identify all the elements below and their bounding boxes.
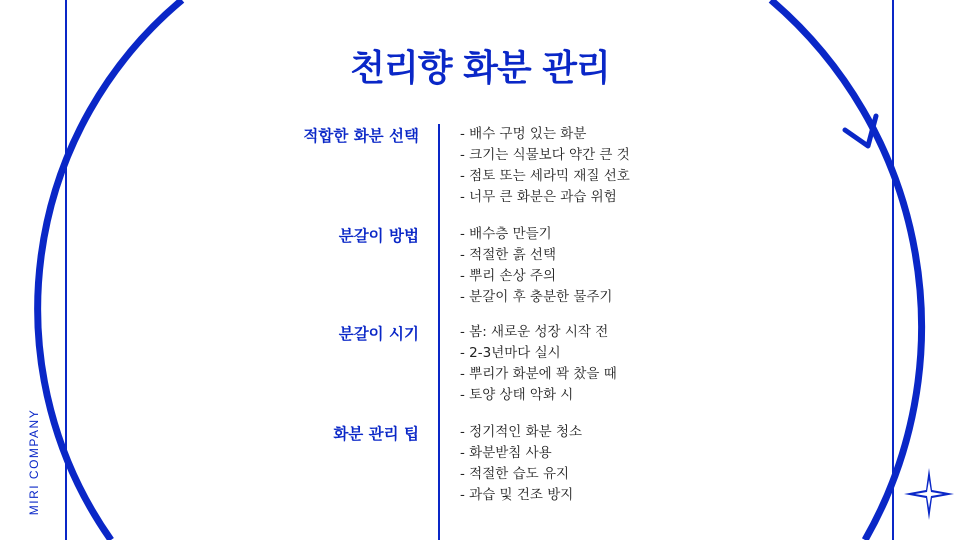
- section-title: 분갈이 방법: [338, 227, 419, 245]
- list-item: - 봄: 새로운 성장 시작 전: [460, 324, 609, 340]
- bullet-list: [460, 422, 582, 506]
- list-item: - 뿌리가 화분에 꽉 찼을 때: [460, 366, 617, 382]
- list-item: - 정기적인 화분 청소: [460, 424, 583, 440]
- list-item: - 적절한 습도 유지: [460, 466, 570, 482]
- section-pot-care-tips: [0, 422, 960, 512]
- section-title: 분갈이 시기: [338, 325, 419, 343]
- list-item: - 토양 상태 악화 시: [460, 387, 574, 403]
- page-title: 천리향 화분 관리: [350, 48, 610, 89]
- section-repotting-method: [0, 224, 960, 314]
- list-item: - 적절한 흙 선택: [460, 247, 556, 263]
- bullet-list: [460, 322, 617, 406]
- section-title: 화분 관리 팁: [333, 425, 419, 443]
- section-title: 적합한 화분 선택: [303, 127, 419, 145]
- list-item: - 배수 구멍 있는 화분: [460, 126, 587, 142]
- brand-label: MIRI COMPANY: [27, 408, 41, 516]
- section-repotting-timing: [0, 322, 960, 412]
- list-item: - 너무 큰 화분은 과습 위험: [460, 189, 617, 205]
- list-item: - 배수층 만들기: [460, 226, 552, 242]
- list-item: - 분갈이 후 충분한 물주기: [460, 289, 613, 305]
- bullet-list: [460, 124, 630, 208]
- list-item: - 화분받침 사용: [460, 445, 552, 461]
- list-item: - 과습 및 건조 방지: [460, 487, 574, 503]
- bullet-list: [460, 224, 612, 308]
- list-item: - 뿌리 손상 주의: [460, 268, 556, 284]
- list-item: - 점토 또는 세라믹 재질 선호: [460, 168, 630, 184]
- list-item: - 2-3년마다 실시: [460, 345, 561, 361]
- list-item: - 크기는 식물보다 약간 큰 것: [460, 147, 630, 163]
- section-pot-selection: [0, 124, 960, 214]
